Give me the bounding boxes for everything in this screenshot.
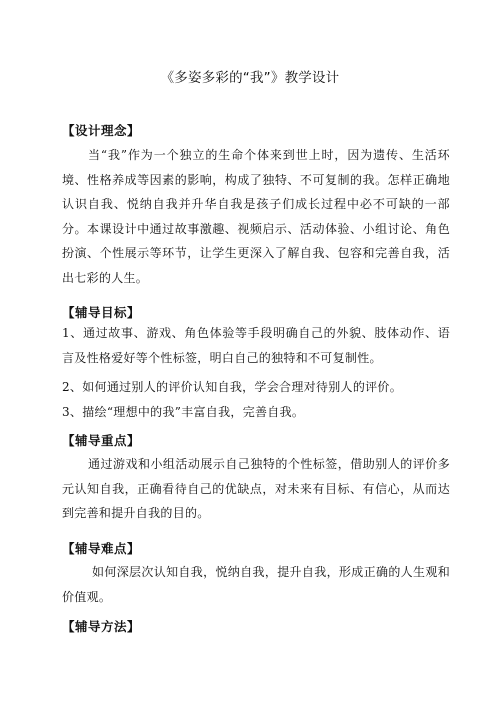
heading-methods: 【辅导方法】 xyxy=(62,619,141,634)
heading-design-concept: 【设计理念】 xyxy=(62,123,141,138)
goal-item-3: 3、描绘“理想中的我”丰富自我，完善自我。 xyxy=(62,405,305,419)
heading-difficulties: 【辅导难点】 xyxy=(62,541,141,556)
goal-item-2: 2、如何通过别人的评价认知自我，学会合理对待别人的评价。 xyxy=(62,380,403,394)
heading-key-points: 【辅导重点】 xyxy=(62,433,141,448)
paragraph-key-points: 通过游戏和小组活动展示自己独特的个性标签，借助别人的评价多元认知自我，正确看待自己的优缺点，对未来有目标、有信心，从而达到完善和提升自我的目的。 xyxy=(62,457,450,520)
document-title: 《多姿多彩的“我”》教学设计 xyxy=(160,70,340,86)
heading-goals: 【辅导目标】 xyxy=(62,305,141,320)
paragraph-design-concept: 当“我”作为一个独立的生命个体来到世上时，因为遗传、生活环境、性格养成等因素的影响，构成了独特、不可复制的我。怎样正确地认识自我、悦纳自我并升华自我是孩子们成长过程中必不可缺的一部分。本课设计中通过故事激趣、视频启示、活动体验、小组讨论、角色扮演、个性展示等环节，让学生更深入了解自我、包容和完善自我，活出七彩的人生。 xyxy=(62,148,450,285)
paragraph-difficulties: 如何深层次认知自我，悦纳自我，提升自我，形成正确的人生观和价值观。 xyxy=(62,565,450,604)
goal-item-1: 1、通过故事、游戏、角色体验等手段明确自己的外貌、肢体动作、语言及性格爱好等个性标签，明白自己的独特和不可复制性。 xyxy=(62,326,450,365)
